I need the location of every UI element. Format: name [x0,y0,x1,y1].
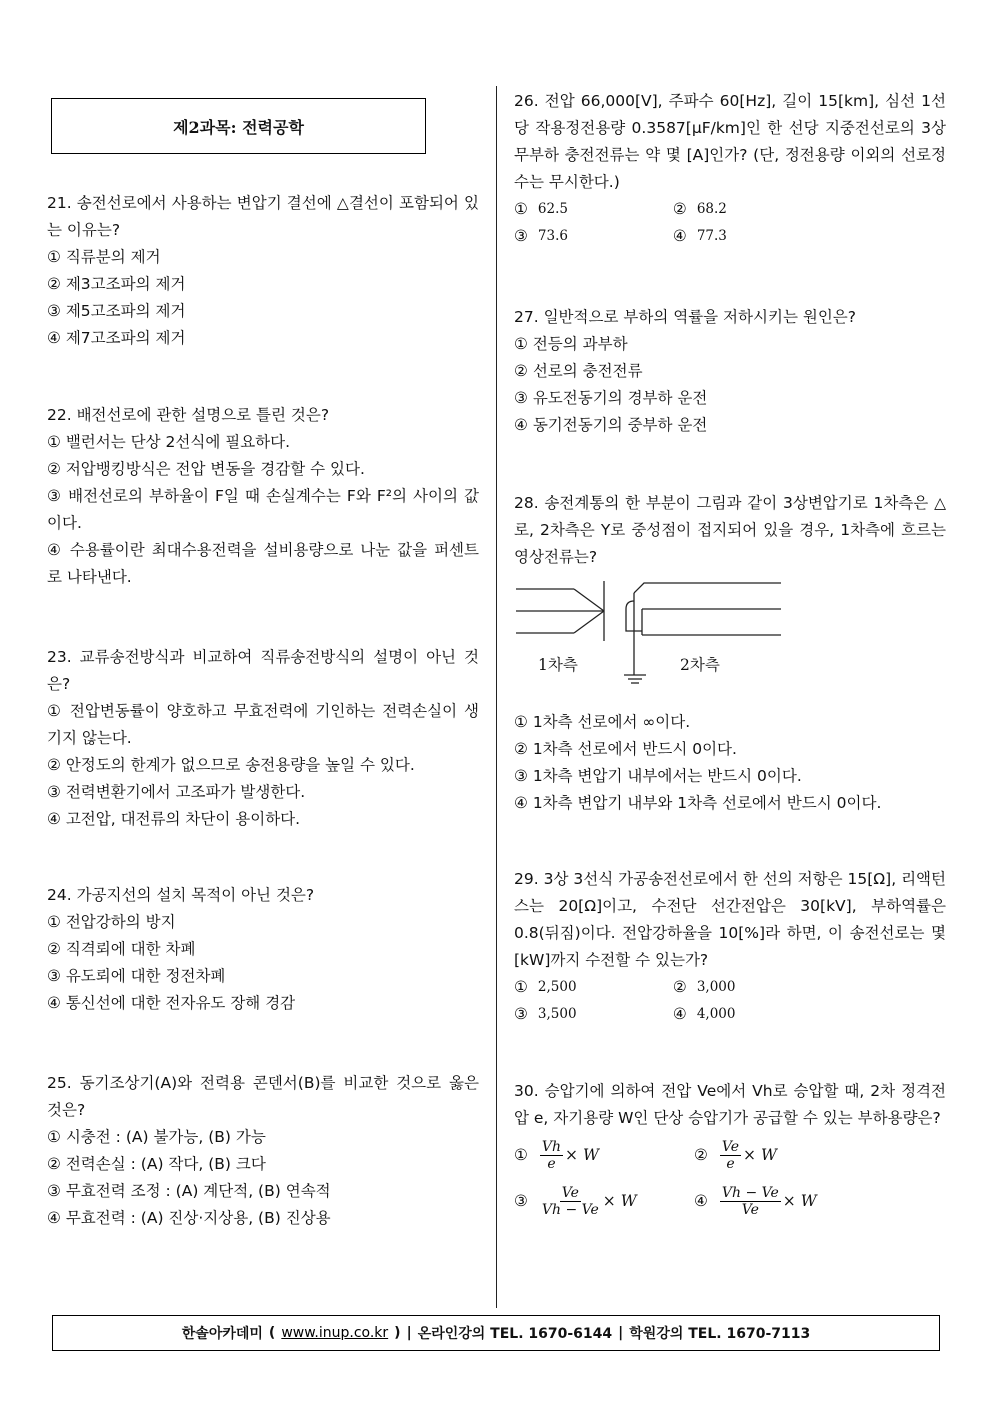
option: ④ 동기전동기의 중부하 운전 [514,416,708,434]
option: ③ 제5고조파의 제거 [47,302,186,320]
option-value: 77.3 [696,228,727,244]
option: ① 직류분의 제거 [47,248,161,266]
option: ④ 무효전력 : (A) 진상·지상용, (B) 진상용 [47,1209,331,1227]
option-mark: ① [514,200,528,218]
question-29 [514,866,946,1028]
option: ① 1차측 선로에서 ∞이다. [514,713,691,731]
footer-website-link[interactable]: www.inup.co.kr [281,1325,389,1341]
option: ④ 제7고조파의 제거 [47,329,186,347]
formula-tail: × W [565,1146,599,1164]
formula-numerator: Ve [561,1184,579,1201]
option-mark: ② [672,978,687,996]
formula-fraction [720,1185,781,1218]
footer-separator: | [406,1325,412,1341]
option: ② 제3고조파의 제거 [47,275,186,293]
question-stem: 29. 3상 3선식 가공송전선로에서 한 선의 저항은 15[Ω], 리액턴스는 20[Ω]이고, 수전단 선간전압은 30[kV], 부하역률은 0.8(뒤짐)이다. 전압강하율을 10[%]라 하면, 이 송전선로는 몇 [kW]까지 수전할 수 있는가? [514,870,946,969]
formula-denominator: e [547,1155,556,1172]
formula-denominator: e [726,1155,735,1172]
primary-side-label: 1차측 [538,656,578,674]
option: ② 선로의 충전전류 [514,362,643,380]
option-value: 2,500 [537,979,577,995]
option: ① 전압강하의 방지 [47,913,176,931]
question-30 [514,1078,946,1224]
option-mark: ④ [694,1192,708,1210]
option-value: 62.5 [537,201,568,217]
formula-tail: × W [782,1192,817,1210]
option: ③ 전력변환기에서 고조파가 발생한다. [47,783,306,801]
option: ① 시충전 : (A) 불가능, (B) 가능 [47,1128,266,1146]
question-24 [47,882,479,1017]
option-mark: ② [672,200,687,218]
question-stem: 24. 가공지선의 설치 목적이 아닌 것은? [47,886,315,904]
subject-title: 제2과목: 전력공학 [173,117,304,137]
formula-fraction [540,1139,563,1172]
formula-tail: × W [602,1192,637,1210]
option-mark: ① [514,1146,528,1164]
question-26 [514,88,946,250]
footer-academy: 한솔아카데미 [181,1326,263,1342]
option-row [514,1132,946,1178]
formula-numerator: Ve [721,1138,740,1155]
formula-numerator: Vh − Ve [721,1184,779,1201]
column-divider [496,86,497,1308]
option-mark: ③ [514,1192,528,1210]
question-21 [47,190,479,352]
option: ③ 무효전력 조정 : (A) 계단적, (B) 연속적 [47,1182,331,1200]
option-row [514,974,946,1001]
footer-paren-open: ( [268,1325,276,1341]
option-mark: ③ [514,1005,528,1023]
footer-bar [52,1315,940,1351]
secondary-side-label: 2차측 [680,656,720,674]
footer-online-tel: 온라인강의 TEL. 1670-6144 [417,1326,613,1342]
formula-fraction [720,1139,741,1172]
question-27 [514,304,946,439]
question-stem: 25. 동기조상기(A)와 전력용 콘덴서(B)를 비교한 것으로 옳은 것은? [47,1074,479,1119]
option: ③ 배전선로의 부하율이 F일 때 손실계수는 F와 F²의 사이의 값이다. [47,487,479,532]
option-mark: ④ [672,1005,687,1023]
question-22 [47,402,479,591]
footer-separator: | [618,1325,624,1341]
transformer-diagram [514,579,946,709]
option-value: 73.6 [537,228,568,244]
formula-numerator: Vh [541,1138,562,1155]
footer-paren-close: ) [394,1325,401,1341]
option: ④ 통신선에 대한 전자유도 장해 경감 [47,994,296,1012]
option-mark: ① [514,978,528,996]
option: ③ 유도전동기의 경부하 운전 [514,389,708,407]
option-value: 4,000 [696,1006,736,1022]
option-value: 3,500 [537,1006,577,1022]
option: ② 전력손실 : (A) 작다, (B) 크다 [47,1155,266,1173]
option: ① 밸런서는 단상 2선식에 필요하다. [47,433,291,451]
option-value: 3,000 [696,979,736,995]
option: ③ 1차측 변압기 내부에서는 반드시 0이다. [514,767,802,785]
option: ④ 1차측 변압기 내부와 1차측 선로에서 반드시 0이다. [514,794,882,812]
option: ④ 고전압, 대전류의 차단이 용이하다. [47,810,301,828]
option: ① 전등의 과부하 [514,335,628,353]
question-stem: 26. 전압 66,000[V], 주파수 60[Hz], 길이 15[km], 심선 1선당 작용정전용량 0.3587[μF/km]인 한 선당 지중전선로의 3상 무부하 충전전류는 약 몇 [A]인가? (단, 정전용량 이외의 선로정수는 무시한다.) [514,92,946,191]
question-stem: 28. 송전계통의 한 부분이 그림과 같이 3상변압기로 1차측은 △로, 2차측은 Y로 중성점이 접지되어 있을 경우, 1차측에 흐르는 영상전류는? [514,494,946,566]
option: ② 직격뢰에 대한 차폐 [47,940,196,958]
question-23 [47,644,479,833]
question-stem: 23. 교류송전방식과 비교하여 직류송전방식의 설명이 아닌 것은? [47,648,479,693]
formula-denominator: Vh − Ve [541,1201,599,1218]
formula-tail: × W [743,1146,777,1164]
option-row [514,223,946,250]
option: ② 안정도의 한계가 없으므로 송전용량을 높일 수 있다. [47,756,415,774]
option: ④ 수용률이란 최대수용전력을 설비용량으로 나눈 값을 퍼센트로 나타낸다. [47,541,479,586]
option-mark: ② [694,1146,708,1164]
option: ① 전압변동률이 양호하고 무효전력에 기인하는 전력손실이 생기지 않는다. [47,702,479,747]
option: ② 저압뱅킹방식은 전압 변동을 경감할 수 있다. [47,460,365,478]
option: ③ 유도뢰에 대한 정전차폐 [47,967,226,985]
question-25 [47,1070,479,1232]
question-28 [514,490,946,817]
subject-title-box [51,98,426,154]
question-stem: 21. 송전선로에서 사용하는 변압기 결선에 △결선이 포함되어 있는 이유는? [47,194,479,239]
option-row [514,1001,946,1028]
question-stem: 22. 배전선로에 관한 설명으로 틀린 것은? [47,406,330,424]
option-mark: ③ [514,227,528,245]
option-value: 68.2 [696,201,727,217]
option-row [514,196,946,223]
question-stem: 27. 일반적으로 부하의 역률을 저하시키는 원인은? [514,308,857,326]
formula-denominator: Ve [741,1201,759,1218]
question-stem: 30. 승압기에 의하여 전압 Ve에서 Vh로 승압할 때, 2차 정격전압 e, 자기용량 W인 단상 승압기가 공급할 수 있는 부하용량은? [514,1082,946,1127]
formula-fraction [540,1185,601,1218]
option: ② 1차측 선로에서 반드시 0이다. [514,740,737,758]
footer-offline-tel: 학원강의 TEL. 1670-7113 [629,1326,811,1342]
option-mark: ④ [672,227,687,245]
option-row [514,1178,946,1224]
